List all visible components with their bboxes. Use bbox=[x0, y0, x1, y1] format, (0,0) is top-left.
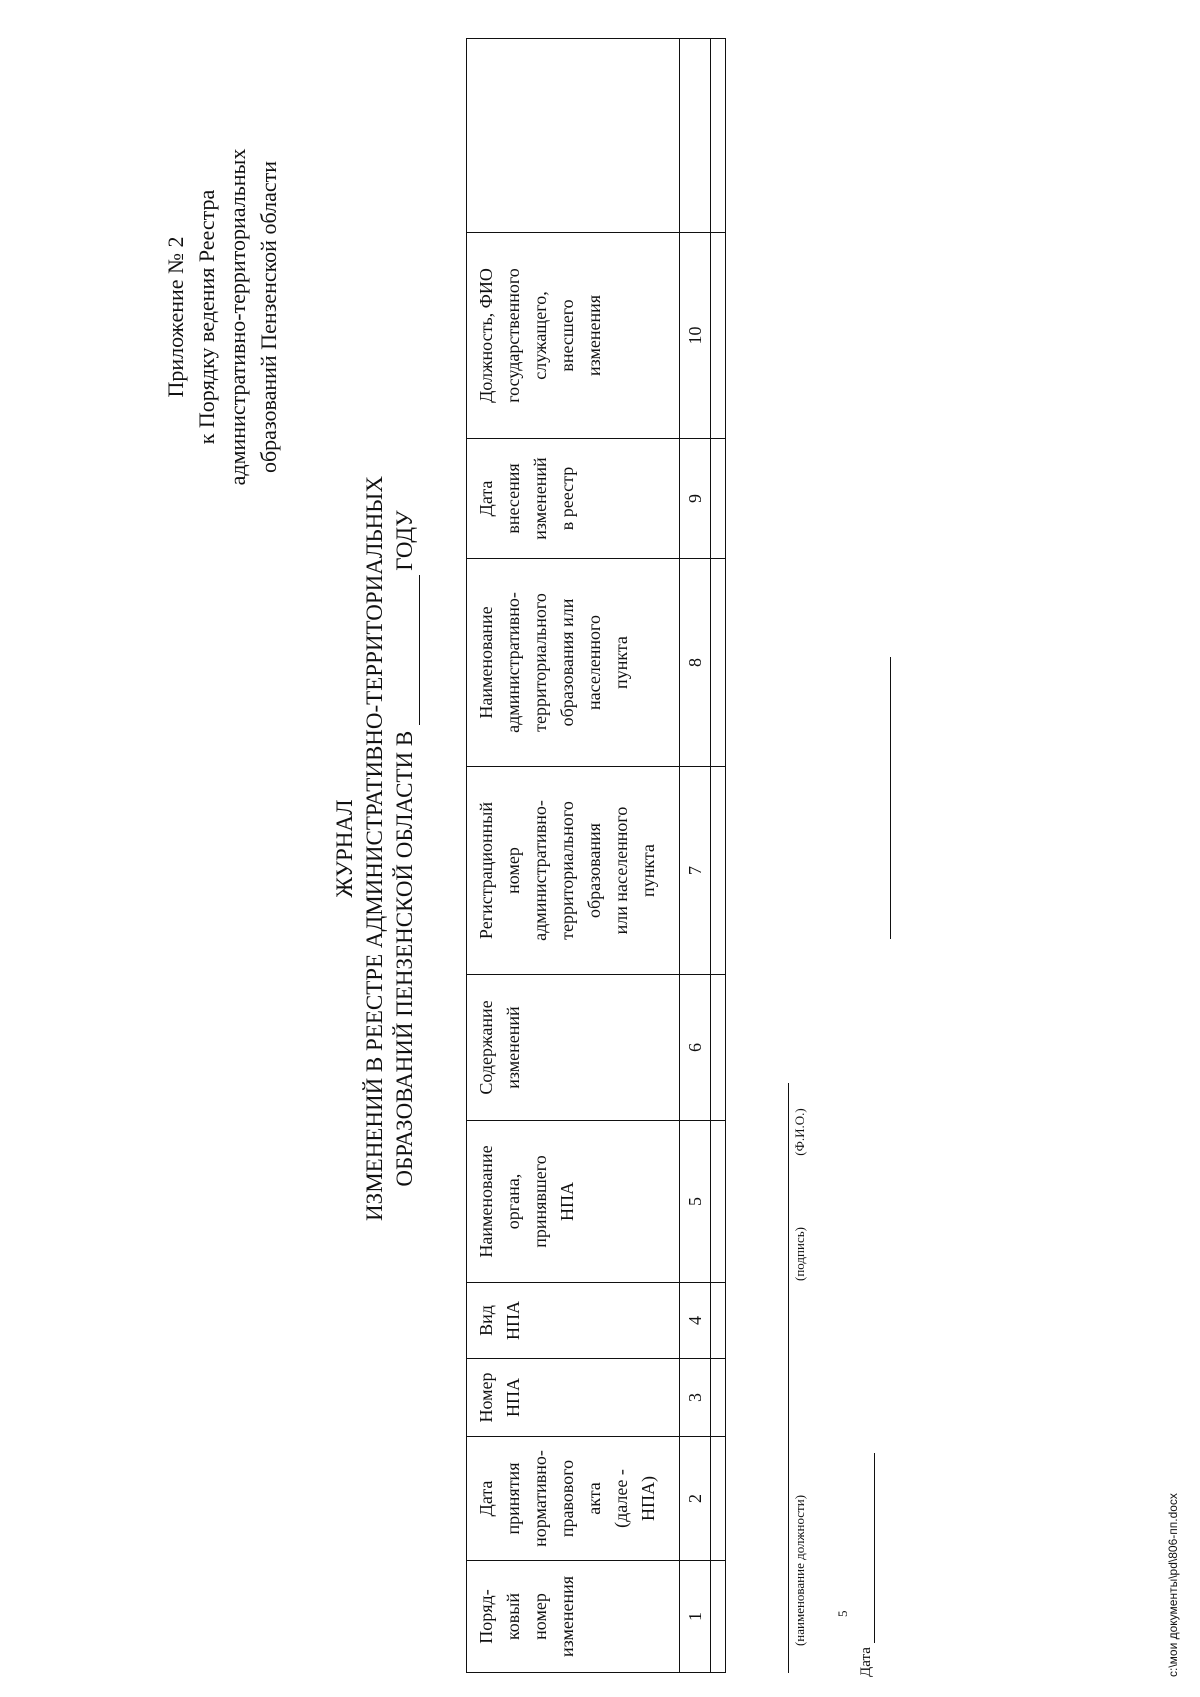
column-number: 9 bbox=[680, 439, 711, 559]
column-header bbox=[467, 975, 680, 1121]
column-header bbox=[467, 1283, 680, 1359]
page-number: 5 bbox=[835, 1610, 850, 1617]
column-number: 6 bbox=[680, 975, 711, 1121]
appendix-header bbox=[160, 107, 284, 527]
journal-title-line-1: ЖУРНАЛ bbox=[332, 799, 357, 898]
column-header-line: Содержание bbox=[476, 1000, 496, 1095]
column-header-line: номер bbox=[530, 1593, 550, 1640]
column-header-line: внесшего bbox=[557, 299, 577, 372]
table-cell bbox=[711, 1359, 726, 1437]
column-header-line: номер bbox=[503, 847, 523, 894]
column-header-line: НПА bbox=[503, 1301, 523, 1340]
column-header-line: принявшего bbox=[530, 1155, 550, 1248]
table-cell bbox=[711, 1121, 726, 1283]
column-header-line: акта bbox=[584, 1482, 604, 1515]
column-header-line: органа, bbox=[503, 1173, 523, 1230]
column-header-line: НПА bbox=[503, 1378, 523, 1417]
signature-label: (подпись) bbox=[792, 1227, 807, 1281]
column-header bbox=[467, 1359, 680, 1437]
column-header-line: Наименование bbox=[476, 1145, 496, 1258]
journal-title-region: ОБРАЗОВАНИЙ ПЕНЗЕНСКОЙ ОБЛАСТИ В bbox=[392, 730, 417, 1187]
name-label: (Ф.И.О.) bbox=[792, 1108, 807, 1156]
column-header bbox=[467, 559, 680, 767]
column-header-line: нормативно- bbox=[530, 1450, 550, 1547]
column-header-line: изменения bbox=[584, 294, 604, 377]
column-header-line: Вид bbox=[476, 1305, 496, 1336]
column-header-line: в реестр bbox=[557, 466, 577, 531]
column-header-line: административно- bbox=[530, 800, 550, 941]
column-header-line: или населенного bbox=[611, 806, 631, 935]
column-header-line: принятия bbox=[503, 1462, 523, 1535]
journal-table bbox=[466, 38, 726, 1673]
column-header-line: НПА) bbox=[638, 1476, 658, 1521]
signature-line-right bbox=[890, 657, 891, 939]
signature-line bbox=[788, 1083, 789, 1673]
file-path: c:\мои документы\pd\806-пп.docx bbox=[1166, 1493, 1180, 1677]
column-header-line: изменений bbox=[503, 1006, 523, 1089]
column-header-line: населенного bbox=[584, 615, 604, 710]
column-header-line: Должность, ФИО bbox=[476, 268, 496, 403]
column-header-line: пункта bbox=[611, 636, 631, 689]
table-cell bbox=[711, 559, 726, 767]
column-header-line: Поряд- bbox=[476, 1589, 496, 1644]
column-header bbox=[467, 767, 680, 975]
column-header-line: Дата bbox=[476, 1480, 496, 1517]
column-header-line: ковый bbox=[503, 1592, 523, 1641]
column-number: 7 bbox=[680, 767, 711, 975]
date-field bbox=[858, 1453, 875, 1677]
column-number: 4 bbox=[680, 1283, 711, 1359]
journal-title-line-2: ИЗМЕНЕНИЙ В РЕЕСТРЕ АДМИНИСТРАТИВНО-ТЕРРИТОРИАЛЬНЫХ bbox=[362, 476, 387, 1221]
appendix-line-2: к Порядку ведения Реестра bbox=[194, 189, 219, 445]
column-header-line: территориального bbox=[557, 801, 577, 940]
table-cell bbox=[711, 39, 726, 233]
table-cell bbox=[711, 1561, 726, 1673]
column-header-line: Номер bbox=[476, 1372, 496, 1423]
column-number-row bbox=[680, 39, 711, 1673]
column-header-line: служащего, bbox=[530, 291, 550, 380]
table-cell bbox=[711, 439, 726, 559]
column-number: 10 bbox=[680, 233, 711, 439]
table-cell bbox=[711, 1437, 726, 1561]
blank-column-header bbox=[467, 39, 680, 233]
journal-title-line-3 bbox=[390, 0, 420, 1697]
column-number: 8 bbox=[680, 559, 711, 767]
appendix-line-3: административно-территориальных bbox=[225, 148, 250, 486]
column-header-line: Регистрационный bbox=[476, 801, 496, 940]
column-number: 5 bbox=[680, 1121, 711, 1283]
table-cell bbox=[711, 233, 726, 439]
column-header-line: (далее - bbox=[611, 1469, 631, 1528]
column-header-line: правового bbox=[557, 1459, 577, 1538]
column-number: 3 bbox=[680, 1359, 711, 1437]
table-cell bbox=[711, 975, 726, 1121]
table-cell bbox=[711, 1283, 726, 1359]
column-header bbox=[467, 439, 680, 559]
column-header-line: Наименование bbox=[476, 606, 496, 719]
journal-title bbox=[330, 0, 420, 1697]
column-header-line: государственного bbox=[503, 268, 523, 403]
year-blank bbox=[399, 575, 420, 725]
empty-table-row bbox=[711, 39, 726, 1673]
column-header-line: Дата bbox=[476, 480, 496, 517]
appendix-line-1: Приложение № 2 bbox=[163, 236, 188, 398]
column-header-line: территориального bbox=[530, 593, 550, 732]
column-header-line: изменения bbox=[557, 1575, 577, 1658]
column-number: 1 bbox=[680, 1561, 711, 1673]
table-header-row bbox=[467, 39, 680, 1673]
column-header-line: НПА bbox=[557, 1182, 577, 1221]
column-header-line: внесения bbox=[503, 463, 523, 534]
column-number: 2 bbox=[680, 1437, 711, 1561]
column-header-line: пункта bbox=[638, 844, 658, 897]
column-header bbox=[467, 1561, 680, 1673]
date-label: Дата bbox=[858, 1647, 874, 1677]
column-header bbox=[467, 1121, 680, 1283]
journal-title-year-word: ГОДУ bbox=[392, 510, 417, 571]
column-header-line: административно- bbox=[503, 592, 523, 733]
column-header-line: изменений bbox=[530, 457, 550, 540]
blank-column-number bbox=[680, 39, 711, 233]
appendix-line-4: образований Пензенской области bbox=[256, 161, 281, 474]
column-header bbox=[467, 1437, 680, 1561]
column-header bbox=[467, 233, 680, 439]
date-blank bbox=[860, 1453, 875, 1643]
column-header-line: образования или bbox=[557, 598, 577, 727]
position-label: (наименование должности) bbox=[792, 1494, 807, 1647]
column-header-line: образования bbox=[584, 823, 604, 918]
table-cell bbox=[711, 767, 726, 975]
